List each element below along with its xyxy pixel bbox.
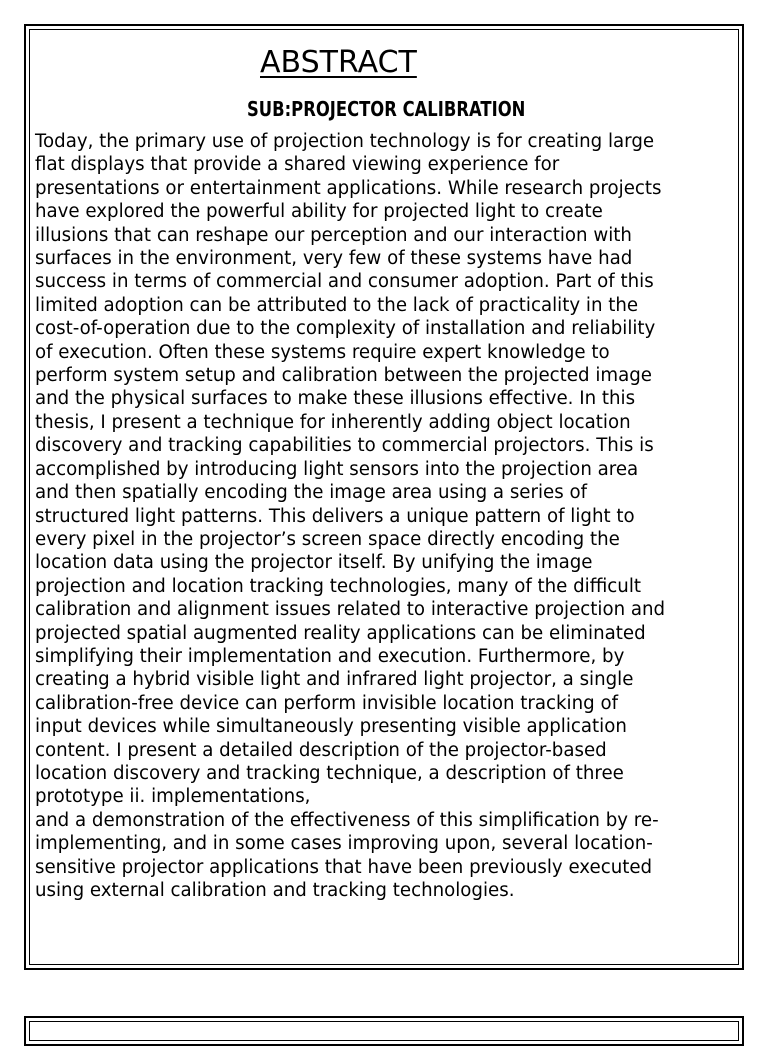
abstract-body-text: Today, the primary use of projection technology is for creating large flat displays that provide a shared viewing experience for presentations or entertainment applications. While research projects have explored the powerful ability for projected light to create illusions that can reshape our perception and our interaction with surfaces in the environment, very few of these systems have had success in terms of commercial and consumer adoption. Part of this limited adoption can be attributed to the lack of practicality in the cost-of-operation due to the complexity of installation and reliability of execution. Often these systems require expert knowledge to perform system setup and calibration between the projected image and the physical surfaces to make these illusions effective. In this thesis, I present a technique for inherently adding object location discovery and tracking capabilities to commercial projectors. This is accomplished by introducing light sensors into the projection area and then spatially encoding the image area using a series of structured light patterns. This delivers a unique pattern of light to every pixel in the projector’s screen space directly encoding the location data using the projector itself. By unifying the image projection and location tracking technologies, many of the difficult calibration and alignment issues related to interactive projection and projected spatial augmented reality applications can be eliminated simplifying their implementation and execution. Furthermore, by creating a hybrid visible light and infrared light projector, a single calibration-free device can perform invisible location tracking of input devices while simultaneously presenting visible application content. I present a detailed description of the projector-based location discovery and tracking technique, a description of three prototype ii. implementations, and a demonstration of the effectiveness of this simplification by re- implementing, and in some cases improving upon, several location- sensitive projector applications that have been previously executed using external calibration and tracking technologies. [35,131,666,901]
abstract-title: ABSTRACT [260,45,417,80]
subject-heading: SUB:PROJECTOR CALIBRATION [247,97,526,121]
next-page-border-inner [29,1021,739,1041]
next-page-border [24,1016,744,1046]
